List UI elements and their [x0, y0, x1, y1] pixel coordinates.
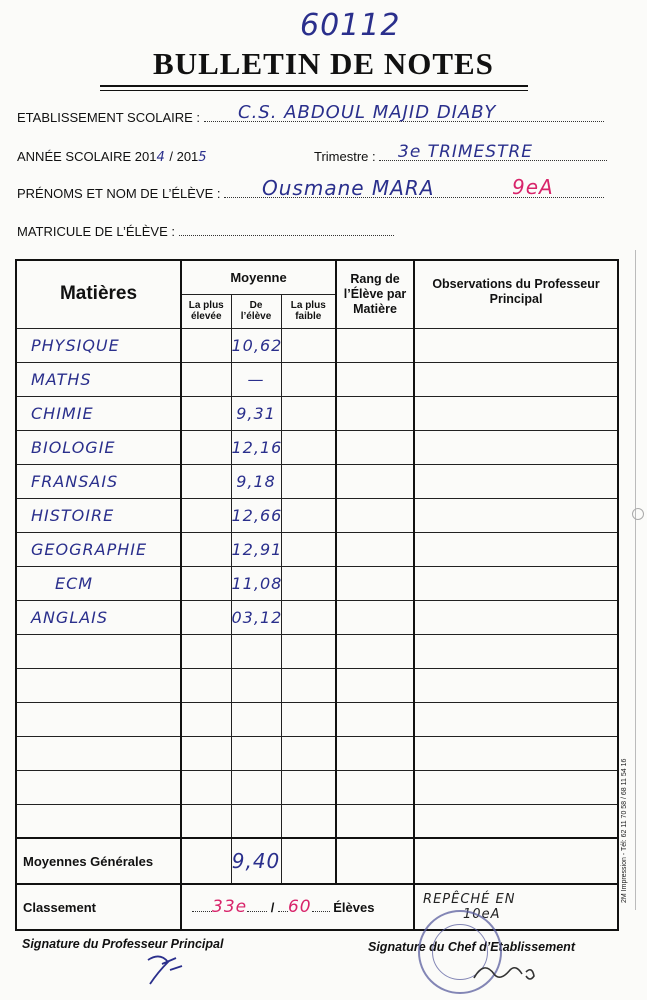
rank-cell — [336, 362, 414, 396]
rank-value: 33e — [212, 897, 248, 917]
highest-avg-cell — [181, 498, 231, 532]
student-avg-cell: 10,62 — [231, 328, 281, 362]
lowest-avg-cell — [281, 498, 336, 532]
term-value: 3e TRIMESTRE — [398, 142, 534, 162]
highest-avg-cell — [181, 600, 231, 634]
subject-cell — [16, 634, 181, 668]
general-average-label: Moyennes Générales — [16, 838, 181, 884]
subject-cell: MATHS — [16, 362, 181, 396]
subheader-student — [231, 294, 281, 328]
general-average-row — [16, 838, 618, 884]
students-label: Élèves — [333, 900, 375, 915]
table-row — [16, 702, 618, 736]
lowest-avg-cell — [281, 532, 336, 566]
table-row — [16, 396, 618, 430]
year-separator: / 201 — [169, 149, 199, 164]
table-row — [16, 566, 618, 600]
observation-cell — [414, 566, 618, 600]
year-end-digit: 5 — [198, 150, 208, 165]
student-avg-cell: 03,12 — [231, 600, 281, 634]
subject-cell: ECM — [16, 566, 181, 600]
highest-avg-cell — [181, 634, 231, 668]
student-avg-cell: 12,66 — [231, 498, 281, 532]
subheader-student-line-1: De — [249, 300, 263, 311]
highest-avg-cell — [181, 804, 231, 838]
matricule-label: MATRICULE DE L’ÉLÈVE : — [17, 224, 175, 239]
subheader-lowest-line-1: La plus — [290, 300, 326, 311]
reference-number: 60112 — [300, 8, 401, 43]
rank-cell — [336, 600, 414, 634]
student-avg-cell: 9,18 — [231, 464, 281, 498]
term-label: Trimestre : — [314, 149, 376, 164]
subheader-student-line-2: l’élève — [240, 311, 272, 322]
subject-cell: ANGLAIS — [16, 600, 181, 634]
observation-note-line-1: REPÊCHÉ EN — [423, 892, 516, 907]
subject-cell: BIOLOGIE — [16, 430, 181, 464]
rank-cell — [336, 532, 414, 566]
rank-cell — [336, 668, 414, 702]
lowest-avg-cell — [281, 600, 336, 634]
highest-avg-cell — [181, 736, 231, 770]
observation-cell — [414, 736, 618, 770]
subheader-highest-line-1: La plus — [188, 300, 224, 311]
student-name-value: Ousmane MARA — [262, 176, 435, 200]
subject-cell — [16, 770, 181, 804]
grades-table — [15, 259, 619, 931]
highest-avg-cell — [181, 770, 231, 804]
year-field — [17, 149, 208, 165]
student-label: PRÉNOMS ET NOM DE L’ÉLÈVE : — [17, 186, 221, 201]
table-row — [16, 600, 618, 634]
lowest-avg-cell — [281, 634, 336, 668]
header-obs-line-2: Principal — [489, 292, 543, 306]
highest-avg-cell — [181, 566, 231, 600]
subject-cell — [16, 668, 181, 702]
table-row — [16, 668, 618, 702]
table-row — [16, 532, 618, 566]
highest-avg-cell — [181, 464, 231, 498]
table-row — [16, 498, 618, 532]
subject-cell: FRANSAIS — [16, 464, 181, 498]
lowest-avg-cell — [281, 396, 336, 430]
header-subjects: Matières — [16, 260, 181, 328]
matricule-field — [17, 224, 394, 239]
rank-cell — [336, 634, 414, 668]
matricule-dotted-line — [179, 224, 394, 236]
student-avg-cell: 12,16 — [231, 430, 281, 464]
observation-cell — [414, 464, 618, 498]
table-row — [16, 328, 618, 362]
lowest-avg-cell — [281, 362, 336, 396]
lowest-avg-cell — [281, 430, 336, 464]
header-rank-line-2: l’Élève par — [343, 286, 407, 301]
prof-signature-label: Signature du Professeur Principal — [22, 937, 224, 951]
student-avg-cell — [231, 668, 281, 702]
rank-dotted-line — [247, 900, 267, 912]
header-average: Moyenne — [181, 260, 336, 294]
highest-avg-cell — [181, 362, 231, 396]
subheader-highest-line-2: élevée — [190, 311, 222, 322]
observation-cell — [414, 396, 618, 430]
rank-cell — [336, 804, 414, 838]
subject-cell: GEOGRAPHIE — [16, 532, 181, 566]
rank-cell — [336, 702, 414, 736]
school-label: ETABLISSEMENT SCOLAIRE : — [17, 110, 201, 125]
general-lowest-cell — [281, 838, 336, 884]
student-avg-cell: — — [231, 362, 281, 396]
document-title: BULLETIN DE NOTES — [153, 46, 494, 81]
rank-cell — [336, 566, 414, 600]
observation-cell — [414, 430, 618, 464]
lowest-avg-cell — [281, 464, 336, 498]
school-value: C.S. ABDOUL MAJID DIABY — [238, 102, 497, 123]
rank-cell — [336, 430, 414, 464]
head-signature-mark — [470, 952, 550, 992]
punch-hole — [632, 508, 644, 520]
subheader-highest — [181, 294, 231, 328]
observation-cell — [414, 634, 618, 668]
page-edge-line — [635, 250, 636, 910]
student-avg-cell: 12,91 — [231, 532, 281, 566]
observation-cell — [414, 702, 618, 736]
table-row — [16, 634, 618, 668]
class-value: 9eA — [512, 175, 554, 199]
observation-cell — [414, 498, 618, 532]
total-dotted-line — [278, 900, 288, 912]
table-row — [16, 430, 618, 464]
observation-cell — [414, 328, 618, 362]
title-underline-thin — [100, 90, 528, 91]
rank-dotted-line — [192, 900, 212, 912]
rank-cell — [336, 770, 414, 804]
observation-cell — [414, 600, 618, 634]
rank-cell — [336, 328, 414, 362]
general-highest-cell — [181, 838, 231, 884]
header-obs-line-1: Observations du Professeur — [432, 277, 600, 291]
general-observation-cell — [414, 838, 618, 884]
rank-cell — [336, 396, 414, 430]
rank-separator: / — [270, 900, 275, 915]
lowest-avg-cell — [281, 328, 336, 362]
student-avg-cell: 11,08 — [231, 566, 281, 600]
title-underline — [100, 85, 528, 87]
observation-cell — [414, 532, 618, 566]
highest-avg-cell — [181, 328, 231, 362]
rank-cell — [336, 464, 414, 498]
table-row — [16, 770, 618, 804]
highest-avg-cell — [181, 702, 231, 736]
header-rank-line-1: Rang de — [350, 271, 400, 286]
student-avg-cell: 9,31 — [231, 396, 281, 430]
observation-cell — [414, 804, 618, 838]
ranking-row — [16, 884, 618, 930]
table-row — [16, 464, 618, 498]
highest-avg-cell — [181, 668, 231, 702]
student-avg-cell — [231, 736, 281, 770]
general-rank-cell — [336, 838, 414, 884]
subject-cell — [16, 804, 181, 838]
student-avg-cell — [231, 634, 281, 668]
header-observations — [414, 260, 618, 328]
observation-cell — [414, 668, 618, 702]
highest-avg-cell — [181, 396, 231, 430]
header-rank-line-3: Matière — [353, 301, 397, 316]
subject-cell: PHYSIQUE — [16, 328, 181, 362]
year-label: ANNÉE SCOLAIRE 201 — [17, 149, 157, 164]
total-dotted-line — [312, 900, 330, 912]
lowest-avg-cell — [281, 566, 336, 600]
subject-cell: HISTOIRE — [16, 498, 181, 532]
lowest-avg-cell — [281, 804, 336, 838]
student-avg-cell — [231, 770, 281, 804]
observation-cell — [414, 770, 618, 804]
total-students-value: 60 — [287, 897, 312, 917]
header-rank — [336, 260, 414, 328]
subject-cell — [16, 736, 181, 770]
highest-avg-cell — [181, 532, 231, 566]
lowest-avg-cell — [281, 702, 336, 736]
table-row — [16, 804, 618, 838]
subject-cell — [16, 702, 181, 736]
student-avg-cell — [231, 804, 281, 838]
ranking-label: Classement — [16, 884, 181, 930]
head-signature-label: Signature du Chef d’Etablissement — [368, 940, 575, 954]
lowest-avg-cell — [281, 770, 336, 804]
highest-avg-cell — [181, 430, 231, 464]
rank-cell — [336, 498, 414, 532]
lowest-avg-cell — [281, 736, 336, 770]
prof-signature-mark — [140, 950, 190, 990]
subheader-lowest-line-2: faible — [295, 311, 322, 322]
table-row — [16, 736, 618, 770]
lowest-avg-cell — [281, 668, 336, 702]
rank-cell — [336, 736, 414, 770]
ranking-cell — [181, 884, 414, 930]
year-start-digit: 4 — [156, 150, 166, 165]
observation-note-line-2: 10eA — [463, 907, 501, 922]
student-avg-cell — [231, 702, 281, 736]
general-average-value: 9,40 — [231, 838, 281, 884]
printer-note: 2M Impression - Tél: 62 11 70 58 / 68 11 54 16 — [621, 758, 628, 903]
table-row — [16, 362, 618, 396]
subheader-lowest — [281, 294, 336, 328]
subject-cell: CHIMIE — [16, 396, 181, 430]
observation-cell — [414, 362, 618, 396]
